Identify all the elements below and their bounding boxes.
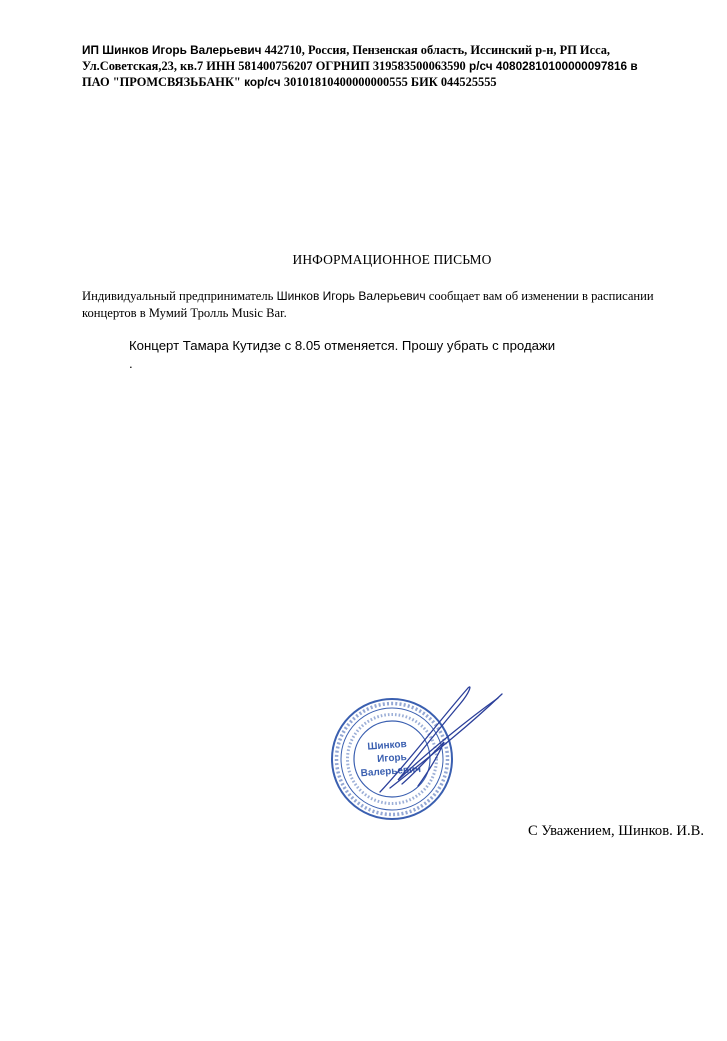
letter-title: ИНФОРМАЦИОННОЕ ПИСЬМО xyxy=(292,252,492,267)
letterhead-line-3 xyxy=(82,74,702,90)
closing-signature-line: С Уважением, Шинков. И.В. xyxy=(528,823,704,839)
cancellation-notice xyxy=(129,337,649,373)
bank-name: ПАО "ПРОМСВЯЗЬБАНК" xyxy=(82,75,241,89)
corr-account-text: 30101810400000000555 БИК 044525555 xyxy=(283,75,497,89)
seal-line-3: Валерьевич xyxy=(360,764,422,780)
letterhead xyxy=(82,42,702,90)
registration-text: Ул.Советская,23, кв.7 ИНН 581400756207 ОГРНИП 319583500063590 xyxy=(82,59,466,73)
corr-account-label: кор/сч xyxy=(240,75,284,89)
notice-dot: . xyxy=(129,356,133,371)
seal-stamp-with-signature xyxy=(320,680,510,830)
intro-entrepreneur-name: Шинков Игорь Валерьевич xyxy=(276,289,426,303)
entrepreneur-name: ИП Шинков Игорь Валерьевич xyxy=(82,43,262,57)
seal-center-text xyxy=(359,738,422,779)
intro-text-end: сообщает вам об изменении в расписании концертов в Мумий Тролль Music Bar. xyxy=(82,289,654,320)
letterhead-line-2 xyxy=(82,58,702,74)
seal-line-2: Игорь xyxy=(376,751,408,766)
letterhead-line-1 xyxy=(82,42,702,58)
address-text: 442710, Россия, Пензенская область, Иссинский р-н, РП Исса, xyxy=(261,43,611,57)
seal-line-1: Шинков xyxy=(367,738,408,753)
intro-text-start: Индивидуальный предприниматель xyxy=(82,289,277,303)
notice-text: Концерт Тамара Кутидзе с 8.05 отменяется. Прошу убрать с продажи xyxy=(129,338,556,353)
intro-paragraph xyxy=(82,288,697,322)
account-text: р/сч 40802810100000097816 в xyxy=(465,59,638,73)
